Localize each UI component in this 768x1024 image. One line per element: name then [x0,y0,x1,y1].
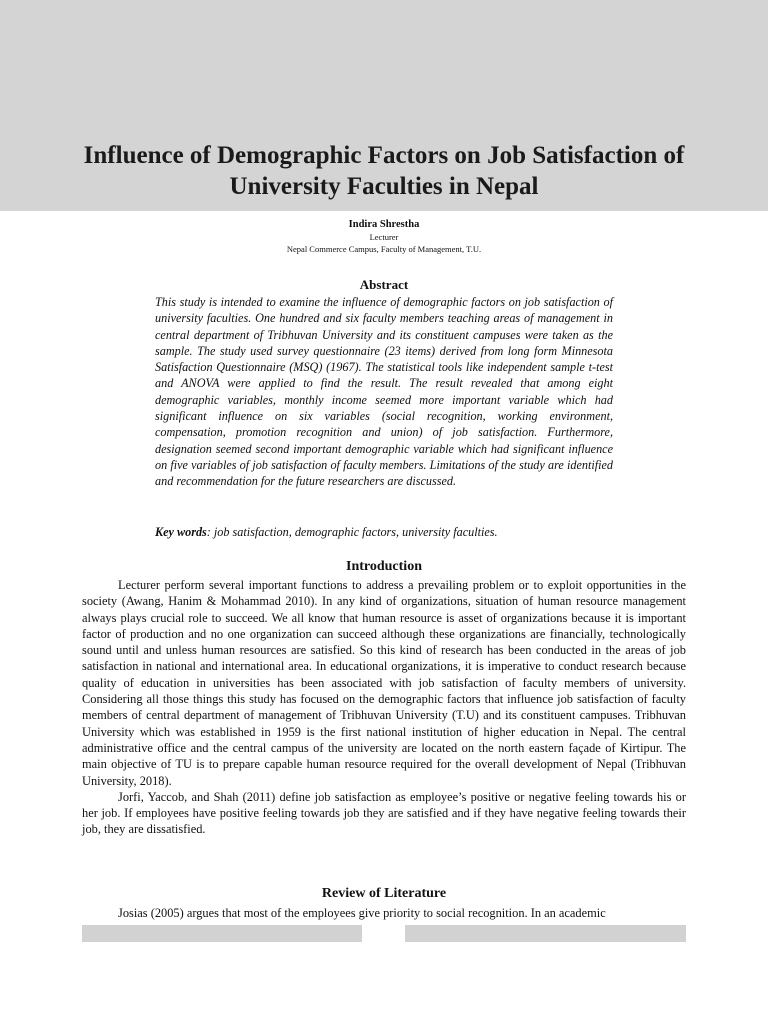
abstract-heading: Abstract [359,277,409,292]
introduction-heading: Introduction [346,559,422,574]
review-body [82,905,686,921]
author-affiliation: Nepal Commerce Campus, Faculty of Management, T.U. [286,244,482,254]
introduction-body [82,577,686,838]
introduction-paragraph: Lecturer perform several important functions to address a prevailing problem or to exploit opportunities in the society (Awang, Hanim & Mohammad 2010). In any kind of organizations, situation of human resource management always plays crucial role to succeed. We all know that human resource is asset of organizations because it is important factor of production and no one organization can succeed although these organizations are financially, technologically sound until and unless human resources are satisfied. So this kind of research has been conducted in the areas of job satisfaction in national and international area. In educational organizations, it is imperative to conduct research because quality of education in universities has been associated with job satisfaction of faculty members of university. Considering all those things this study has focused on the demographic factors that influence job satisfaction of faculty members of central department of management of Tribhuvan University (T.U) and its constituent campuses. Tribhuvan University which was established in 1959 is the first national institution of higher education in Nepal. The central administrative office and the central campus of the university are located on the north eastern façade of Kirtipur. The main objective of TU is to prepare capable human resource required for the overall development of Nepal (Tribhuvan University, 2018). [82,578,686,788]
author-name: Indira Shrestha [348,219,420,230]
author-role: Lecturer [369,232,399,242]
paper-title: Influence of Demographic Factors on Job Satisfaction of University Faculties in Nepal [83,142,685,200]
footer-bar-right [405,925,686,942]
footer-bar-left [82,925,362,942]
review-paragraph: Josias (2005) argues that most of the employees give priority to social recognition. In an academic [118,906,606,920]
review-heading: Review of Literature [321,886,447,901]
keywords-label: Key words [155,525,207,539]
introduction-paragraph: Jorfi, Yaccob, and Shah (2011) define job satisfaction as employee’s positive or negative feeling towards his or her job. If employees have positive feeling towards job they are satisfied and if they have negative feeling towards their job, they are dissatisfied. [82,789,686,837]
keywords-line [155,524,613,540]
abstract-text: This study is intended to examine the influence of demographic factors on job satisfaction of university faculties. One hundred and six faculty members teaching areas of management in central department of Tribhuvan University and its constituent campuses were taken as the sample. The study used survey questionnaire (23 items) derived from long form Minnesota Satisfaction Questionnaire (MSQ) (1967). The statistical tools like independent sample t-test and ANOVA were applied to find the result. The result revealed that among eight demographic variables, monthly income seemed more important variable which had significant influence on six variables (social recognition, working environment, compensation, promotion recognition and union) of job satisfaction. Furthermore, designation seemed second important demographic variable which had significant influence on five variables of job satisfaction of faculty members. Limitations of the study are identified and recommendation for the future researchers are discussed. [155,295,613,489]
keywords-text: : job satisfaction, demographic factors, university faculties. [206,525,498,539]
